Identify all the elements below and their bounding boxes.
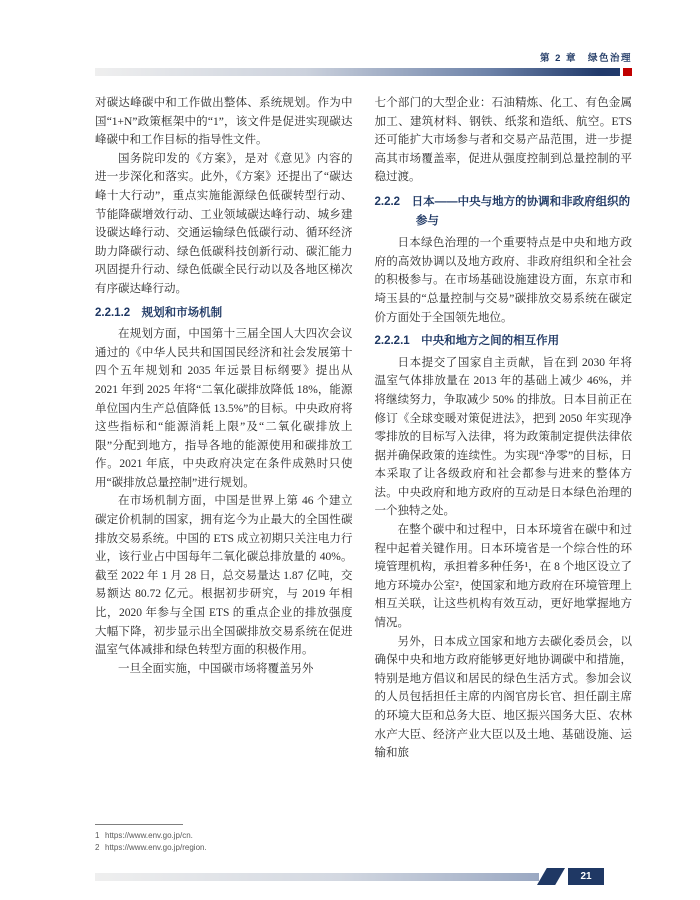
paragraph: 对碳达峰碳中和工作做出整体、系统规划。作为中国“1+N”政策框架中的“1”，该文件是促进实现碳达峰碳中和工作目标的指导性文件。 <box>95 97 353 147</box>
page-footer <box>95 868 604 885</box>
footnote-block <box>95 824 395 853</box>
page-number: 21 <box>580 871 592 882</box>
page-number-badge <box>568 868 604 885</box>
paragraph: 在整个碳中和过程中，日本环境省在碳中和过程中起着关键作用。日本环境省是一个综合性的环境管理机构，承担着多种任务¹，在 8 个地区设立了地方环境办公室²，使国家和地方政府在环境管理上相互关联，让这些机构有效互动，更好地掌握地方情况。 <box>374 524 632 630</box>
paragraph: 国务院印发的《方案》，是对《意见》内容的进一步深化和落实。此外，《方案》还提出了“碳达峰十大行动”，重点实施能源绿色低碳转型行动、节能降碳增效行动、工业领域碳达峰行动、城乡建设碳达峰行动、交通运输绿色低碳行动、循环经济助力降碳行动、绿色低碳科技创新行动、碳汇能力巩固提升行动、绿色低碳全民行动以及各地区梯次有序碳达峰行动。 <box>95 152 353 295</box>
footnote-url: https://www.env.go.jp/region. <box>105 842 207 852</box>
paragraph: 在规划方面，中国第十三届全国人大四次会议通过的《中华人民共和国国民经济和社会发展第十四个五年规划和 2035 年远景目标纲要》提出从 2021 年到 2025 年将“二氧化碳排放降低 18%，能源单位国内生产总值降低 13.5%”的目标。中央政府将这些指标和“能源消耗上限”及“二氧化碳排放上限”分配到地方，指导各地的能源使用和碳排放工作。2021 年底，中央政府决定在条件成熟时只使用“碳排放总量控制”进行规划。 <box>95 328 353 489</box>
footer-chevron-shape <box>537 868 565 885</box>
paragraph: 一旦全面实施，中国碳市场将覆盖另外 <box>118 662 314 675</box>
section-heading: 2.2.1.2 规划和市场机制 <box>95 306 223 319</box>
section-heading: 2.2.2 日本——中央与地方的协调和非政府组织的参与 <box>374 195 631 227</box>
section-heading: 2.2.2.1 中央和地方之间的相互作用 <box>374 335 560 348</box>
footnote-number: 1 <box>95 831 100 840</box>
footnote <box>95 842 395 854</box>
footnote <box>95 830 395 842</box>
footnote-url: https://www.env.go.jp/cn. <box>105 831 193 840</box>
page-header <box>95 50 632 76</box>
paragraph: 日本提交了国家自主贡献，旨在到 2030 年将温室气体排放量在 2013 年的基础上减少 46%，并将继续努力，争取减少 50% 的排放。日本目前正在修订《全球变暖对策促进法》，把到 2050 年实现净零排放的目标写入法律，将为政策制定提供法律依据并确保政策的连续性。为实现“净零”的目标，日本采取了让各级政府和社会都参与进来的整体方法。中央政府和地方政府的互动是日本绿色治理的一个独特之处。 <box>374 356 632 518</box>
footnotes <box>95 830 395 853</box>
chapter-label: 第 2 章 绿色治理 <box>539 53 632 64</box>
content-columns <box>95 94 632 763</box>
header-red-accent <box>623 68 632 76</box>
paragraph: 日本绿色治理的一个重要特点是中央和地方政府的高效协调以及地方政府、非政府组织和全社会的积极参与。在市场基础设施建设方面，东京市和埼玉县的“总量控制与交易”碳排放交易系统在碳定价方面处于全国领先地位。 <box>374 237 632 324</box>
paragraph: 在市场机制方面，中国是世界上第 46 个建立碳定价机制的国家，拥有迄今为止最大的全国性碳排放交易系统。中国的 ETS 成立初期只关注电力行业，该行业占中国每年二氧化碳总排放量的 40%。截至 2022 年 1 月 28 日，总交易量达 1.87 亿吨，交易额达 80.72 亿元。根据初步研究，与 2019 年相比，2020 年参与全国 ETS 的重点企业的排放强度大幅下降，初步显示出全国碳排放交易系统在促进温室气体减排和绿色转型方面的积极作用。 <box>95 495 353 657</box>
footnote-number: 2 <box>95 842 100 852</box>
header-gradient-bar <box>95 68 620 76</box>
column-right <box>375 94 633 763</box>
header-rule <box>95 68 632 76</box>
footnote-separator <box>95 824 183 825</box>
footer-gradient-bar <box>95 873 539 881</box>
column-left <box>95 94 353 763</box>
paragraph: 七个部门的大型企业：石油精炼、化工、有色金属加工、建筑材料、钢铁、纸浆和造纸、航空。ETS 还可能扩大市场参与者和交易产品范围，进一步提高其市场覆盖率，促进从强度控制到总量控制的平稳过渡。 <box>374 97 632 184</box>
paragraph: 另外，日本成立国家和地方去碳化委员会，以确保中央和地方政府能够更好地协调碳中和措施，特别是地方倡议和居民的绿色生活方式。参加会议的人员包括担任主席的内阁官房长官、担任副主席的环境大臣和总务大臣、地区振兴国务大臣、农林水产大臣、经济产业大臣以及土地、基础设施、运输和旅 <box>374 635 632 760</box>
